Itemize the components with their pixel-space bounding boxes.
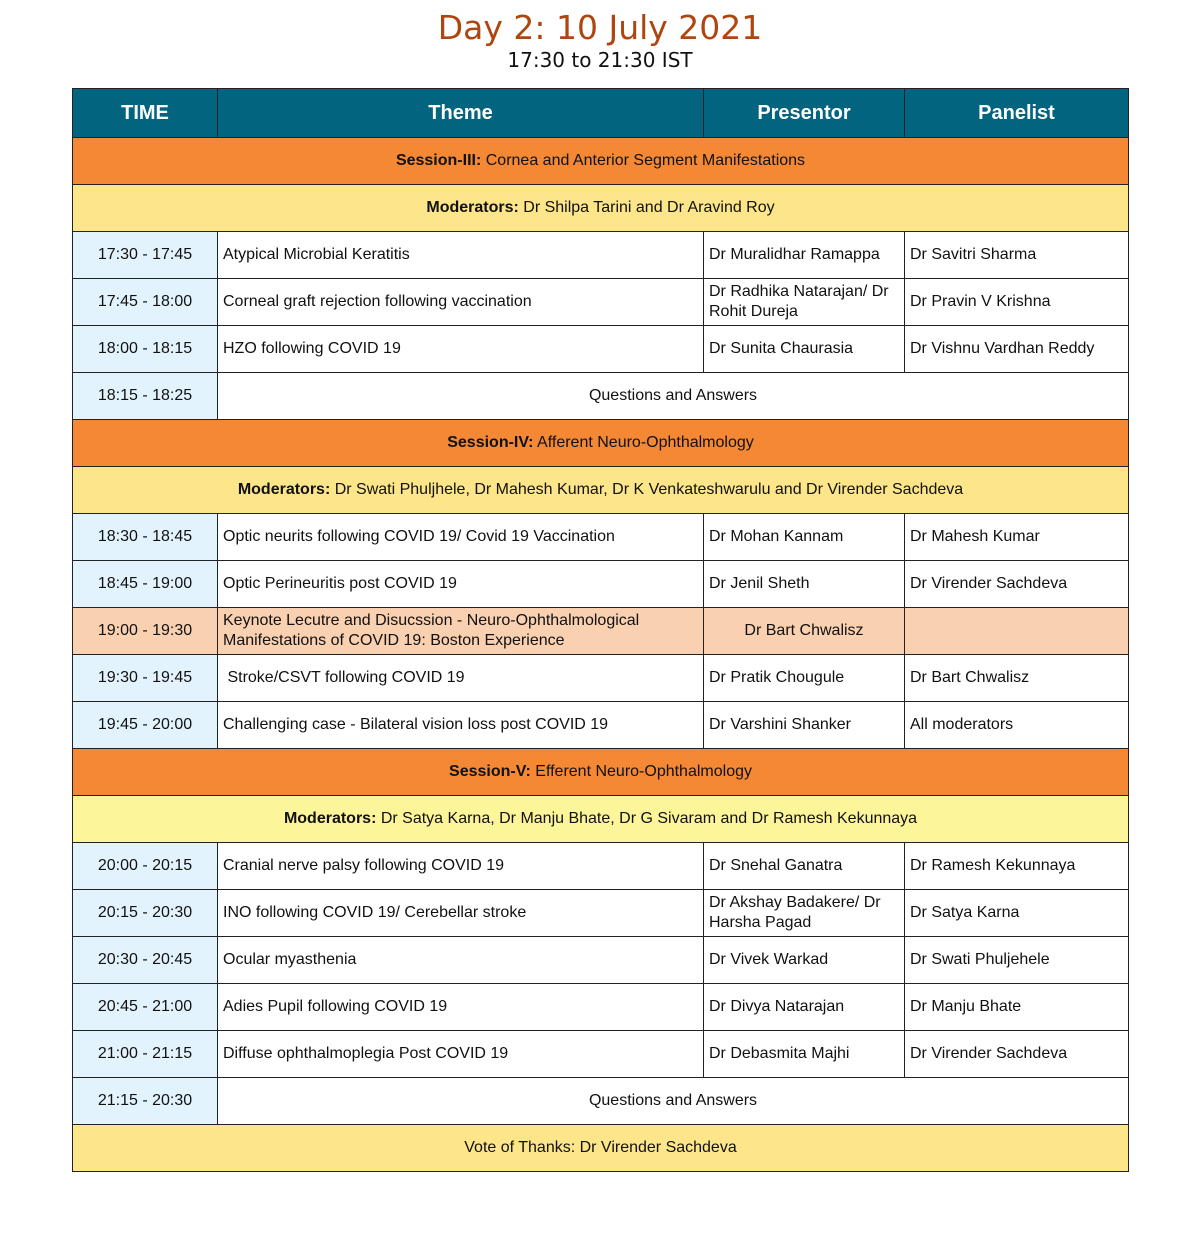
theme-cell: INO following COVID 19/ Cerebellar stroke: [218, 890, 704, 937]
column-header-theme: Theme: [218, 89, 704, 138]
theme-cell: Adies Pupil following COVID 19: [218, 984, 704, 1031]
table-row: [73, 890, 1129, 937]
table-row: [73, 232, 1129, 279]
session-label: Session-V:: [449, 763, 531, 780]
session-name: Afferent Neuro-Ophthalmology: [533, 434, 754, 451]
session-header-row: [73, 420, 1129, 467]
theme-cell: Diffuse ophthalmoplegia Post COVID 19: [218, 1031, 704, 1078]
time-cell: 17:45 - 18:00: [73, 279, 218, 326]
table-row: [73, 937, 1129, 984]
session-title: [73, 420, 1129, 467]
time-cell: 18:30 - 18:45: [73, 514, 218, 561]
presentor-cell: Dr Snehal Ganatra: [704, 843, 905, 890]
session-label: Session-III:: [395, 152, 482, 169]
session-name: Efferent Neuro-Ophthalmology: [530, 763, 752, 780]
time-cell: 19:30 - 19:45: [73, 655, 218, 702]
moderators-row: [73, 796, 1129, 843]
presentor-cell: Dr Sunita Chaurasia: [704, 326, 905, 373]
table-row: [73, 514, 1129, 561]
moderators-names: Dr Satya Karna, Dr Manju Bhate, Dr G Sivaram and Dr Ramesh Kekunnaya: [376, 810, 918, 827]
panelist-cell: Dr Bart Chwalisz: [905, 655, 1129, 702]
session-label: Session-IV:: [447, 434, 534, 451]
column-header-panelist: Panelist: [905, 89, 1129, 138]
table-row: [73, 279, 1129, 326]
presentor-cell: Dr Bart Chwalisz: [704, 608, 905, 655]
panelist-cell: [905, 608, 1129, 655]
table-header-row: [73, 89, 1129, 138]
page-title: Day 2: 10 July 2021: [437, 8, 763, 47]
panelist-cell: Dr Satya Karna: [905, 890, 1129, 937]
page-subtitle: 17:30 to 21:30 IST: [507, 48, 693, 72]
session-title: [73, 749, 1129, 796]
time-cell: 19:00 - 19:30: [73, 608, 218, 655]
theme-cell: Optic neurits following COVID 19/ Covid 19 Vaccination: [218, 514, 704, 561]
presentor-cell: Dr Radhika Natarajan/ Dr Rohit Dureja: [704, 279, 905, 326]
presentor-cell: Dr Debasmita Majhi: [704, 1031, 905, 1078]
table-row: [73, 702, 1129, 749]
time-cell: 21:00 - 21:15: [73, 1031, 218, 1078]
qa-row: [73, 1078, 1129, 1125]
column-header-presentor: Presentor: [704, 89, 905, 138]
panelist-cell: Dr Savitri Sharma: [905, 232, 1129, 279]
time-cell: 18:00 - 18:15: [73, 326, 218, 373]
time-cell: 20:15 - 20:30: [73, 890, 218, 937]
table-row: [73, 843, 1129, 890]
panelist-cell: Dr Virender Sachdeva: [905, 1031, 1129, 1078]
moderators-label: Moderators:: [426, 199, 519, 216]
theme-cell: Corneal graft rejection following vaccination: [218, 279, 704, 326]
moderators-names: Dr Swati Phuljhele, Dr Mahesh Kumar, Dr K Venkateshwarulu and Dr Virender Sachdeva: [330, 481, 964, 498]
theme-cell: HZO following COVID 19: [218, 326, 704, 373]
session-header-row: [73, 749, 1129, 796]
theme-cell: Atypical Microbial Keratitis: [218, 232, 704, 279]
theme-cell: Challenging case - Bilateral vision loss post COVID 19: [218, 702, 704, 749]
panelist-cell: Dr Ramesh Kekunnaya: [905, 843, 1129, 890]
presentor-cell: Dr Muralidhar Ramappa: [704, 232, 905, 279]
keynote-row: [73, 608, 1129, 655]
presentor-cell: Dr Pratik Chougule: [704, 655, 905, 702]
theme-cell: Optic Perineuritis post COVID 19: [218, 561, 704, 608]
time-cell: 19:45 - 20:00: [73, 702, 218, 749]
panelist-cell: Dr Swati Phuljehele: [905, 937, 1129, 984]
theme-cell: Ocular myasthenia: [218, 937, 704, 984]
moderators-cell: [73, 796, 1129, 843]
theme-cell: Stroke/CSVT following COVID 19: [218, 655, 704, 702]
time-cell: 18:15 - 18:25: [73, 373, 218, 420]
time-cell: 17:30 - 17:45: [73, 232, 218, 279]
presentor-cell: Dr Akshay Badakere/ Dr Harsha Pagad: [704, 890, 905, 937]
table-row: [73, 326, 1129, 373]
moderators-label: Moderators:: [283, 810, 377, 827]
presentor-cell: Dr Jenil Sheth: [704, 561, 905, 608]
theme-cell: Cranial nerve palsy following COVID 19: [218, 843, 704, 890]
qa-cell: Questions and Answers: [218, 1078, 1129, 1125]
table-row: [73, 561, 1129, 608]
time-cell: 20:30 - 20:45: [73, 937, 218, 984]
moderators-names: Dr Shilpa Tarini and Dr Aravind Roy: [518, 199, 775, 216]
column-header-time: TIME: [73, 89, 218, 138]
presentor-cell: Dr Varshini Shanker: [704, 702, 905, 749]
table-row: [73, 655, 1129, 702]
panelist-cell: Dr Manju Bhate: [905, 984, 1129, 1031]
panelist-cell: Dr Virender Sachdeva: [905, 561, 1129, 608]
moderators-row: [73, 467, 1129, 514]
presentor-cell: Dr Vivek Warkad: [704, 937, 905, 984]
moderators-cell: [73, 185, 1129, 232]
time-cell: 21:15 - 20:30: [73, 1078, 218, 1125]
presentor-cell: Dr Divya Natarajan: [704, 984, 905, 1031]
panelist-cell: Dr Mahesh Kumar: [905, 514, 1129, 561]
moderators-label: Moderators:: [237, 481, 331, 498]
panelist-cell: Dr Pravin V Krishna: [905, 279, 1129, 326]
qa-row: [73, 373, 1129, 420]
presentor-cell: Dr Mohan Kannam: [704, 514, 905, 561]
table-row: [73, 984, 1129, 1031]
session-title: [73, 138, 1129, 185]
table-row: [73, 1031, 1129, 1078]
panelist-cell: All moderators: [905, 702, 1129, 749]
moderators-cell: [73, 467, 1129, 514]
session-header-row: [73, 138, 1129, 185]
panelist-cell: Dr Vishnu Vardhan Reddy: [905, 326, 1129, 373]
qa-cell: Questions and Answers: [218, 373, 1129, 420]
time-cell: 20:00 - 20:15: [73, 843, 218, 890]
vote-of-thanks-cell: Vote of Thanks: Dr Virender Sachdeva: [73, 1125, 1129, 1172]
agenda-table: [72, 88, 1129, 1172]
moderators-row: [73, 185, 1129, 232]
vote-of-thanks-row: [73, 1125, 1129, 1172]
time-cell: 18:45 - 19:00: [73, 561, 218, 608]
time-cell: 20:45 - 21:00: [73, 984, 218, 1031]
session-name: Cornea and Anterior Segment Manifestations: [481, 152, 806, 169]
theme-cell: Keynote Lecutre and Disucssion - Neuro-Ophthalmological Manifestations of COVID 19: Boston Experience: [218, 608, 704, 655]
